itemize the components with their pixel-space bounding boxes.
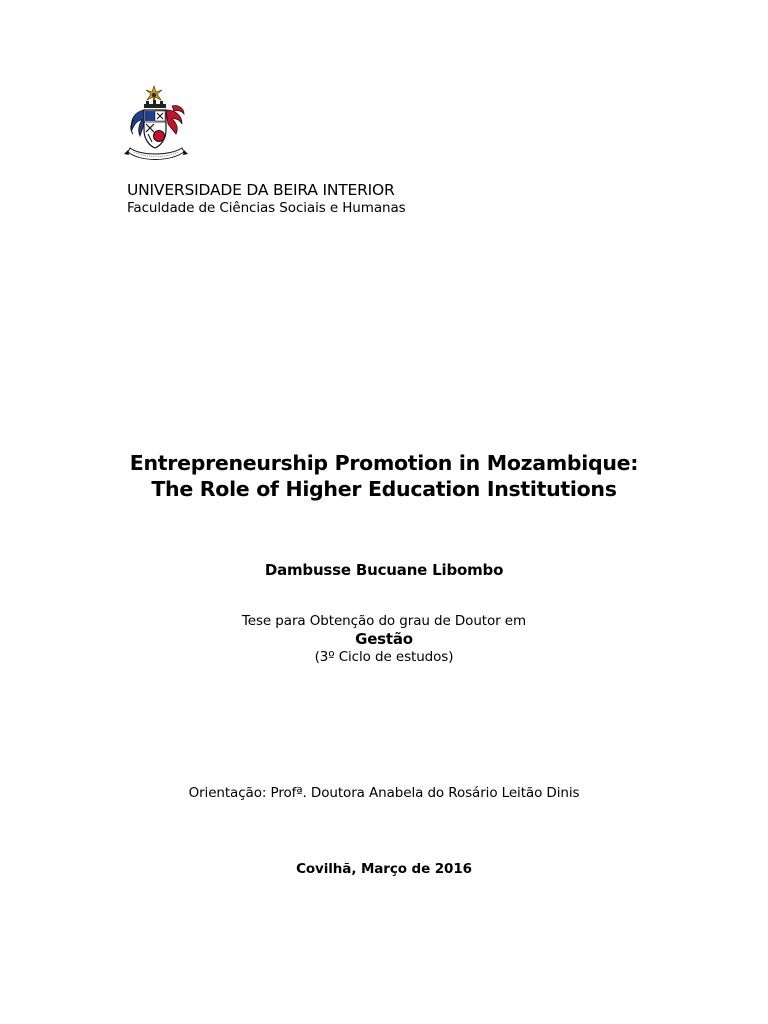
place-and-date: Covilhã, Março de 2016: [296, 861, 472, 877]
university-name: UNIVERSIDADE DA BEIRA INTERIOR: [127, 181, 395, 199]
study-cycle: (3º Ciclo de estudos): [314, 649, 454, 665]
thesis-title-line-2: The Role of Higher Education Institutions: [151, 477, 617, 501]
advisor: Orientação: Profª. Doutora Anabela do Rosário Leitão Dinis: [188, 785, 580, 801]
author-name: Dambusse Bucuane Libombo: [264, 561, 504, 579]
university-coat-of-arms-icon: [124, 84, 192, 164]
degree-statement: Tese para Obtenção do grau de Doutor em: [241, 613, 527, 629]
degree-field: Gestão: [355, 630, 413, 648]
thesis-title-line-1: Entrepreneurship Promotion in Mozambique:: [129, 451, 639, 475]
faculty-name: Faculdade de Ciências Sociais e Humanas: [127, 200, 406, 216]
